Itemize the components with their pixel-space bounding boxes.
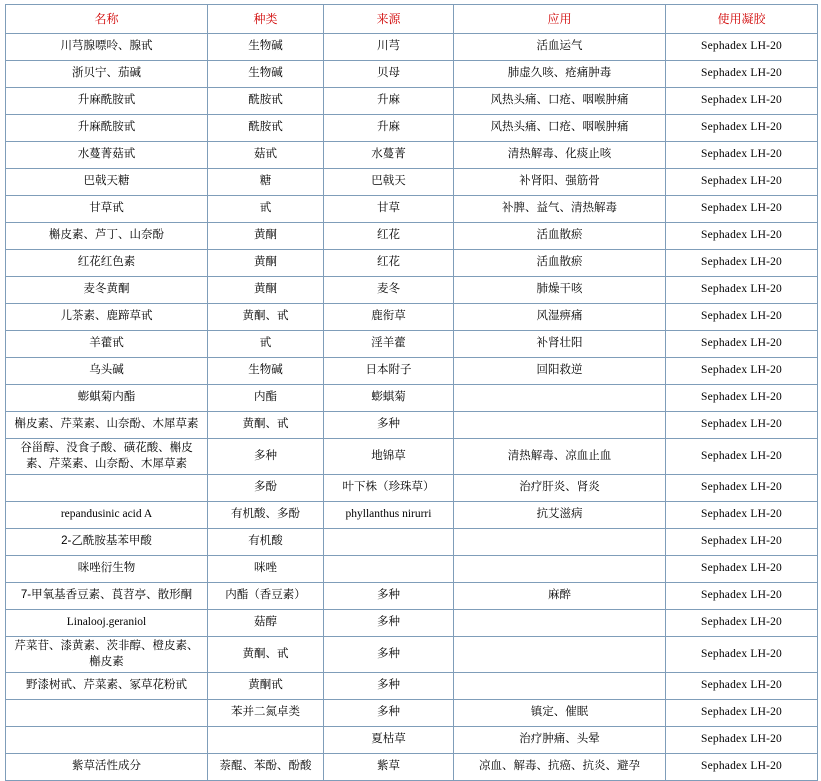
cell-name: 蟛蜞菊内酯 bbox=[6, 385, 208, 412]
cell-source: 日本附子 bbox=[324, 358, 454, 385]
table-header-row bbox=[6, 5, 818, 34]
cell-gel: Sephadex LH-20 bbox=[666, 169, 818, 196]
cell-source: 蟛蜞菊 bbox=[324, 385, 454, 412]
cell-name: 麦冬黄酮 bbox=[6, 277, 208, 304]
cell-application: 补肾壮阳 bbox=[454, 331, 666, 358]
cell-application: 活血散瘀 bbox=[454, 250, 666, 277]
cell-application: 回阳救逆 bbox=[454, 358, 666, 385]
cell-kind: 黄酮、甙 bbox=[208, 304, 324, 331]
cell-name: 野漆树甙、芹菜素、冢草花粉甙 bbox=[6, 673, 208, 700]
cell-application bbox=[454, 610, 666, 637]
cell-application: 肺燥干咳 bbox=[454, 277, 666, 304]
cell-kind: 酰胺甙 bbox=[208, 115, 324, 142]
cell-kind: 有机酸、多酚 bbox=[208, 502, 324, 529]
table-row bbox=[6, 196, 818, 223]
table-row bbox=[6, 610, 818, 637]
cell-kind: 内酯 bbox=[208, 385, 324, 412]
cell-kind: 有机酸 bbox=[208, 529, 324, 556]
table-row bbox=[6, 304, 818, 331]
cell-name: repandusinic acid A bbox=[6, 502, 208, 529]
cell-source: 水蔓菁 bbox=[324, 142, 454, 169]
cell-application: 镇定、催眠 bbox=[454, 700, 666, 727]
cell-kind: 菇甙 bbox=[208, 142, 324, 169]
cell-gel: Sephadex LH-20 bbox=[666, 277, 818, 304]
cell-source: 红花 bbox=[324, 223, 454, 250]
column-header-application: 应用 bbox=[454, 5, 666, 34]
cell-source bbox=[324, 556, 454, 583]
cell-application bbox=[454, 412, 666, 439]
cell-kind: 生物碱 bbox=[208, 358, 324, 385]
cell-application: 活血运气 bbox=[454, 34, 666, 61]
cell-source: 红花 bbox=[324, 250, 454, 277]
cell-name: 槲皮素、芦丁、山奈酚 bbox=[6, 223, 208, 250]
cell-source: 巴戟天 bbox=[324, 169, 454, 196]
column-header-gel: 使用凝胶 bbox=[666, 5, 818, 34]
cell-name bbox=[6, 727, 208, 754]
cell-kind: 生物碱 bbox=[208, 61, 324, 88]
cell-source: 多种 bbox=[324, 583, 454, 610]
cell-kind: 菇醇 bbox=[208, 610, 324, 637]
table-row bbox=[6, 358, 818, 385]
table-row bbox=[6, 475, 818, 502]
cell-application: 风热头痛、口疮、咽喉肿痛 bbox=[454, 115, 666, 142]
cell-source: 甘草 bbox=[324, 196, 454, 223]
cell-gel: Sephadex LH-20 bbox=[666, 673, 818, 700]
cell-source: 地锦草 bbox=[324, 439, 454, 475]
cell-gel: Sephadex LH-20 bbox=[666, 142, 818, 169]
table-row bbox=[6, 556, 818, 583]
cell-source: 川芎 bbox=[324, 34, 454, 61]
cell-source: 叶下株（珍珠草） bbox=[324, 475, 454, 502]
cell-gel: Sephadex LH-20 bbox=[666, 754, 818, 781]
cell-gel: Sephadex LH-20 bbox=[666, 529, 818, 556]
cell-gel: Sephadex LH-20 bbox=[666, 34, 818, 61]
cell-kind bbox=[208, 727, 324, 754]
table-row bbox=[6, 88, 818, 115]
cell-source: 麦冬 bbox=[324, 277, 454, 304]
cell-name: 浙贝宁、茄碱 bbox=[6, 61, 208, 88]
cell-application: 补肾阳、强筋骨 bbox=[454, 169, 666, 196]
cell-name: 槲皮素、芹菜素、山奈酚、木犀草素 bbox=[6, 412, 208, 439]
cell-source: phyllanthus nirurri bbox=[324, 502, 454, 529]
table-row bbox=[6, 277, 818, 304]
cell-application bbox=[454, 673, 666, 700]
cell-application: 清热解毒、化痰止咳 bbox=[454, 142, 666, 169]
cell-name: 谷甾醇、没食子酸、磺花酸、槲皮素、芹菜素、山奈酚、木犀草素 bbox=[6, 439, 208, 475]
table-row bbox=[6, 700, 818, 727]
cell-name bbox=[6, 700, 208, 727]
cell-source: 贝母 bbox=[324, 61, 454, 88]
table-row bbox=[6, 637, 818, 673]
cell-gel: Sephadex LH-20 bbox=[666, 196, 818, 223]
column-header-name: 名称 bbox=[6, 5, 208, 34]
column-header-source: 来源 bbox=[324, 5, 454, 34]
cell-name: 乌头碱 bbox=[6, 358, 208, 385]
cell-name: 川芎腺嘌呤、腺甙 bbox=[6, 34, 208, 61]
cell-source: 多种 bbox=[324, 412, 454, 439]
cell-application: 抗艾滋病 bbox=[454, 502, 666, 529]
cell-source: 多种 bbox=[324, 700, 454, 727]
cell-name: 甘草甙 bbox=[6, 196, 208, 223]
cell-name: 紫草活性成分 bbox=[6, 754, 208, 781]
cell-gel: Sephadex LH-20 bbox=[666, 502, 818, 529]
table-row bbox=[6, 529, 818, 556]
cell-kind: 咪唑 bbox=[208, 556, 324, 583]
cell-kind: 生物碱 bbox=[208, 34, 324, 61]
cell-kind: 酰胺甙 bbox=[208, 88, 324, 115]
cell-application bbox=[454, 556, 666, 583]
cell-name: 巴戟天糖 bbox=[6, 169, 208, 196]
cell-kind: 甙 bbox=[208, 196, 324, 223]
table-row bbox=[6, 439, 818, 475]
table-row bbox=[6, 502, 818, 529]
table-row bbox=[6, 115, 818, 142]
cell-gel: Sephadex LH-20 bbox=[666, 637, 818, 673]
cell-gel: Sephadex LH-20 bbox=[666, 556, 818, 583]
cell-gel: Sephadex LH-20 bbox=[666, 412, 818, 439]
cell-application: 风热头痛、口疮、咽喉肿痛 bbox=[454, 88, 666, 115]
cell-source: 夏枯草 bbox=[324, 727, 454, 754]
cell-kind: 苯并二氮卓类 bbox=[208, 700, 324, 727]
cell-application: 治疗肿痛、头晕 bbox=[454, 727, 666, 754]
cell-application bbox=[454, 637, 666, 673]
cell-gel: Sephadex LH-20 bbox=[666, 61, 818, 88]
table-row bbox=[6, 223, 818, 250]
table-row bbox=[6, 142, 818, 169]
cell-gel: Sephadex LH-20 bbox=[666, 583, 818, 610]
cell-application: 治疗肝炎、肾炎 bbox=[454, 475, 666, 502]
table-body bbox=[6, 34, 818, 781]
cell-kind: 多酚 bbox=[208, 475, 324, 502]
cell-gel: Sephadex LH-20 bbox=[666, 358, 818, 385]
table-header bbox=[6, 5, 818, 34]
table-row bbox=[6, 412, 818, 439]
cell-gel: Sephadex LH-20 bbox=[666, 439, 818, 475]
cell-gel: Sephadex LH-20 bbox=[666, 223, 818, 250]
cell-application: 凉血、解毒、抗癌、抗炎、避孕 bbox=[454, 754, 666, 781]
cell-gel: Sephadex LH-20 bbox=[666, 475, 818, 502]
cell-name bbox=[6, 475, 208, 502]
cell-kind: 黄酮 bbox=[208, 250, 324, 277]
table-row bbox=[6, 385, 818, 412]
cell-application: 麻醉 bbox=[454, 583, 666, 610]
document-sheet bbox=[0, 4, 821, 773]
cell-kind: 甙 bbox=[208, 331, 324, 358]
cell-kind: 多种 bbox=[208, 439, 324, 475]
column-header-kind: 种类 bbox=[208, 5, 324, 34]
cell-name: 儿茶素、鹿蹄草甙 bbox=[6, 304, 208, 331]
cell-application: 风湿痹痛 bbox=[454, 304, 666, 331]
cell-gel: Sephadex LH-20 bbox=[666, 700, 818, 727]
cell-kind: 黄酮、甙 bbox=[208, 637, 324, 673]
cell-kind: 黄酮 bbox=[208, 223, 324, 250]
cell-source: 升麻 bbox=[324, 115, 454, 142]
cell-source bbox=[324, 529, 454, 556]
cell-name: 芹菜苷、漆黄素、茨非醇、橙皮素、槲皮素 bbox=[6, 637, 208, 673]
cell-kind: 黄酮 bbox=[208, 277, 324, 304]
cell-name: 红花红色素 bbox=[6, 250, 208, 277]
cell-name: 羊藿甙 bbox=[6, 331, 208, 358]
cell-name: 7-甲氧基香豆素、莨苕亭、散形酮 bbox=[6, 583, 208, 610]
cell-application bbox=[454, 385, 666, 412]
cell-application: 补脾、益气、清热解毒 bbox=[454, 196, 666, 223]
cell-source: 多种 bbox=[324, 637, 454, 673]
cell-source: 淫羊藿 bbox=[324, 331, 454, 358]
cell-source: 多种 bbox=[324, 610, 454, 637]
table-row bbox=[6, 250, 818, 277]
cell-name: Linalooj.geraniol bbox=[6, 610, 208, 637]
table-row bbox=[6, 727, 818, 754]
cell-gel: Sephadex LH-20 bbox=[666, 385, 818, 412]
cell-name: 2-乙酰胺基苯甲酸 bbox=[6, 529, 208, 556]
cell-name: 水蔓菁菇甙 bbox=[6, 142, 208, 169]
cell-kind: 萘醌、苯酚、酚酸 bbox=[208, 754, 324, 781]
cell-application: 清热解毒、凉血止血 bbox=[454, 439, 666, 475]
cell-kind: 内酯（香豆素） bbox=[208, 583, 324, 610]
cell-gel: Sephadex LH-20 bbox=[666, 331, 818, 358]
cell-gel: Sephadex LH-20 bbox=[666, 610, 818, 637]
table-row bbox=[6, 583, 818, 610]
cell-application bbox=[454, 529, 666, 556]
cell-name: 咪唑衍生物 bbox=[6, 556, 208, 583]
cell-name: 升麻酰胺甙 bbox=[6, 88, 208, 115]
cell-gel: Sephadex LH-20 bbox=[666, 88, 818, 115]
table-row bbox=[6, 331, 818, 358]
cell-kind: 黄酮、甙 bbox=[208, 412, 324, 439]
compounds-table bbox=[5, 4, 818, 781]
cell-kind: 糖 bbox=[208, 169, 324, 196]
cell-kind: 黄酮甙 bbox=[208, 673, 324, 700]
cell-application: 活血散瘀 bbox=[454, 223, 666, 250]
table-row bbox=[6, 61, 818, 88]
cell-source: 多种 bbox=[324, 673, 454, 700]
cell-source: 鹿衔草 bbox=[324, 304, 454, 331]
table-row bbox=[6, 34, 818, 61]
cell-gel: Sephadex LH-20 bbox=[666, 250, 818, 277]
cell-application: 肺虚久咳、疮痛肿毒 bbox=[454, 61, 666, 88]
cell-source: 紫草 bbox=[324, 754, 454, 781]
cell-source: 升麻 bbox=[324, 88, 454, 115]
table-row bbox=[6, 754, 818, 781]
cell-gel: Sephadex LH-20 bbox=[666, 304, 818, 331]
cell-name: 升麻酰胺甙 bbox=[6, 115, 208, 142]
table-row bbox=[6, 169, 818, 196]
table-row bbox=[6, 673, 818, 700]
cell-gel: Sephadex LH-20 bbox=[666, 727, 818, 754]
cell-gel: Sephadex LH-20 bbox=[666, 115, 818, 142]
